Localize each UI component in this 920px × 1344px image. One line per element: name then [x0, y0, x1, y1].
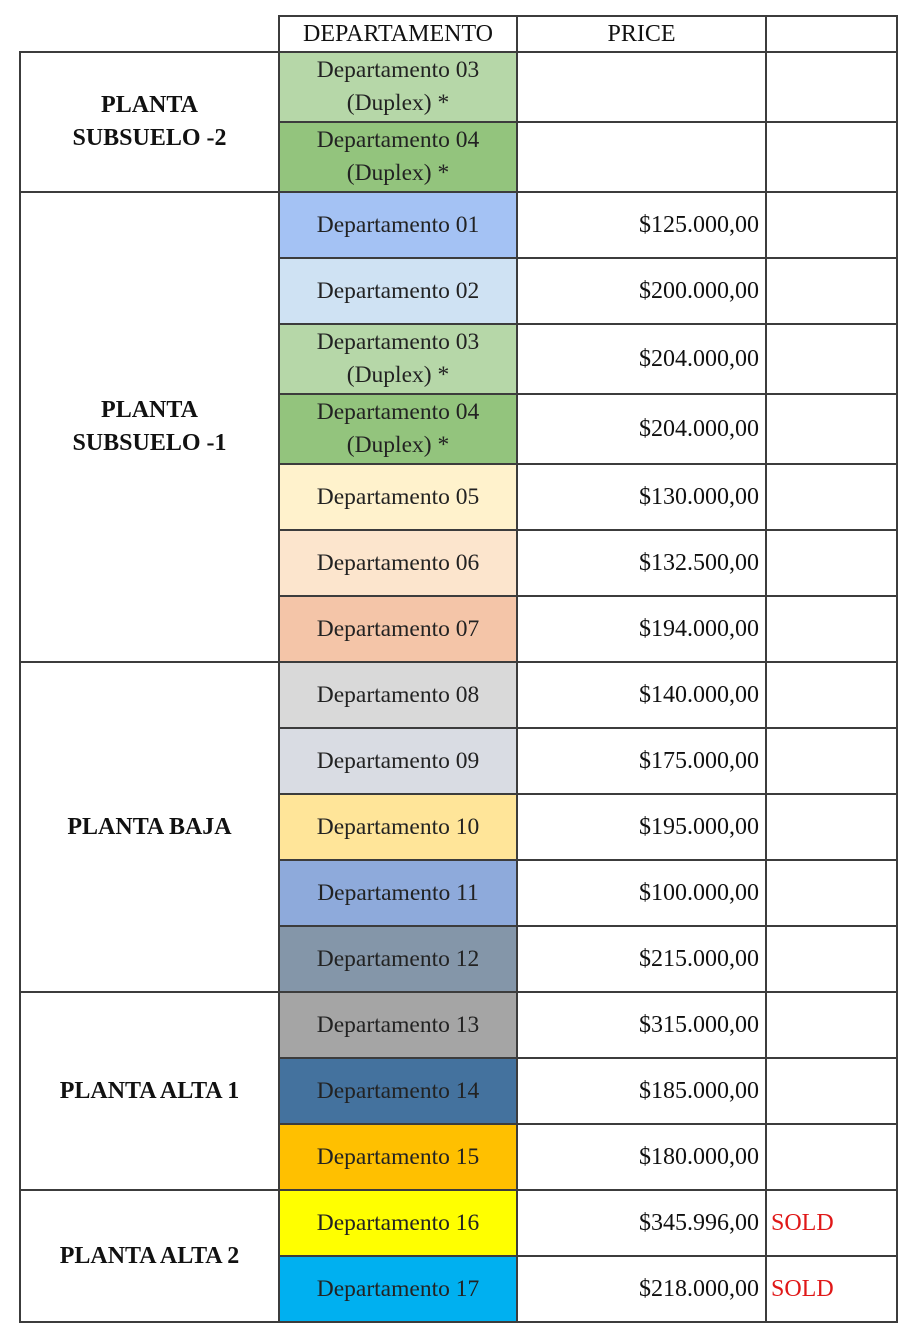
- status-column-header: [766, 16, 897, 52]
- status-cell: [766, 662, 897, 728]
- status-cell: [766, 324, 897, 394]
- department-name-line: Departamento 01: [316, 211, 480, 238]
- department-name-line: (Duplex) *: [346, 362, 450, 388]
- department-name-line: Departamento 17: [316, 1275, 480, 1302]
- floor-name-line: PLANTA ALTA 1: [59, 1077, 240, 1104]
- department-cell: [279, 1256, 517, 1322]
- department-cell: [279, 530, 517, 596]
- department-name-line: Departamento 03: [316, 329, 480, 355]
- status-cell: [766, 992, 897, 1058]
- department-name-line: Departamento 03: [316, 57, 480, 83]
- floor-name-line: PLANTA ALTA 2: [59, 1242, 240, 1269]
- status-cell: [766, 926, 897, 992]
- status-cell: SOLD: [766, 1256, 897, 1322]
- status-cell: [766, 122, 897, 192]
- price-cell: $194.000,00: [517, 596, 766, 662]
- status-cell: [766, 1058, 897, 1124]
- department-name-line: Departamento 05: [316, 483, 480, 510]
- department-cell: [279, 1124, 517, 1190]
- department-cell: [279, 1058, 517, 1124]
- floor-name-line: PLANTA: [101, 397, 198, 423]
- status-cell: [766, 1124, 897, 1190]
- department-cell: [279, 992, 517, 1058]
- price-cell: $345.996,00: [517, 1190, 766, 1256]
- status-cell: [766, 530, 897, 596]
- status-cell: [766, 394, 897, 464]
- price-cell: $180.000,00: [517, 1124, 766, 1190]
- department-cell: [279, 926, 517, 992]
- floor-name-cell: [20, 192, 279, 662]
- price-cell: $200.000,00: [517, 258, 766, 324]
- department-name-line: (Duplex) *: [346, 432, 450, 458]
- department-name-line: Departamento 15: [316, 1143, 480, 1170]
- status-cell: [766, 728, 897, 794]
- header-blank-cell: [20, 16, 279, 52]
- department-name-line: Departamento 02: [316, 277, 480, 304]
- price-cell: $175.000,00: [517, 728, 766, 794]
- department-name-line: Departamento 14: [316, 1077, 480, 1104]
- department-column-header: DEPARTAMENTO: [279, 16, 517, 52]
- floor-name-line: SUBSUELO -1: [72, 430, 227, 456]
- price-table-body: [20, 16, 897, 1322]
- floor-name-line: PLANTA: [101, 92, 198, 118]
- price-cell: $140.000,00: [517, 662, 766, 728]
- unit-row: [20, 192, 897, 258]
- floor-name-cell: [20, 52, 279, 192]
- department-cell: [279, 596, 517, 662]
- department-name-line: Departamento 11: [317, 879, 479, 906]
- price-cell: [517, 52, 766, 122]
- department-cell: [279, 662, 517, 728]
- department-cell: [279, 52, 517, 122]
- price-cell: $215.000,00: [517, 926, 766, 992]
- price-cell: $100.000,00: [517, 860, 766, 926]
- price-cell: $132.500,00: [517, 530, 766, 596]
- floor-name-line: SUBSUELO -2: [72, 125, 227, 151]
- price-cell: $125.000,00: [517, 192, 766, 258]
- department-name-line: Departamento 04: [316, 127, 480, 153]
- department-name-line: Departamento 08: [316, 681, 480, 708]
- unit-row: [20, 1190, 897, 1256]
- floor-name-cell: [20, 662, 279, 992]
- status-cell: [766, 596, 897, 662]
- department-cell: [279, 794, 517, 860]
- price-cell: $204.000,00: [517, 324, 766, 394]
- price-cell: $185.000,00: [517, 1058, 766, 1124]
- department-name-line: Departamento 16: [316, 1209, 480, 1236]
- floor-name-cell: [20, 992, 279, 1190]
- unit-row: [20, 52, 897, 122]
- department-name-line: Departamento 06: [316, 549, 480, 576]
- status-cell: SOLD: [766, 1190, 897, 1256]
- status-cell: [766, 794, 897, 860]
- department-cell: [279, 192, 517, 258]
- department-name-line: (Duplex) *: [346, 90, 450, 116]
- price-cell: $218.000,00: [517, 1256, 766, 1322]
- status-cell: [766, 52, 897, 122]
- department-cell: [279, 122, 517, 192]
- department-cell: [279, 394, 517, 464]
- status-cell: [766, 258, 897, 324]
- status-cell: [766, 860, 897, 926]
- department-name-line: (Duplex) *: [346, 160, 450, 186]
- department-cell: [279, 860, 517, 926]
- department-cell: [279, 1190, 517, 1256]
- department-name-line: Departamento 07: [316, 615, 480, 642]
- header-row: [20, 16, 897, 52]
- department-name-line: Departamento 10: [316, 813, 480, 840]
- status-cell: [766, 464, 897, 530]
- department-cell: [279, 324, 517, 394]
- unit-row: [20, 662, 897, 728]
- price-cell: $204.000,00: [517, 394, 766, 464]
- department-cell: [279, 464, 517, 530]
- department-name-line: Departamento 12: [316, 945, 480, 972]
- department-name-line: Departamento 09: [316, 747, 480, 774]
- price-cell: $130.000,00: [517, 464, 766, 530]
- price-column-header: PRICE: [517, 16, 766, 52]
- floor-name-line: PLANTA BAJA: [67, 813, 232, 840]
- department-cell: [279, 728, 517, 794]
- department-name-line: Departamento 04: [316, 399, 480, 425]
- floor-name-cell: [20, 1190, 279, 1322]
- price-cell: $195.000,00: [517, 794, 766, 860]
- price-cell: $315.000,00: [517, 992, 766, 1058]
- department-name-line: Departamento 13: [316, 1011, 480, 1038]
- price-cell: [517, 122, 766, 192]
- status-cell: [766, 192, 897, 258]
- price-table: [19, 15, 898, 1323]
- department-cell: [279, 258, 517, 324]
- unit-row: [20, 992, 897, 1058]
